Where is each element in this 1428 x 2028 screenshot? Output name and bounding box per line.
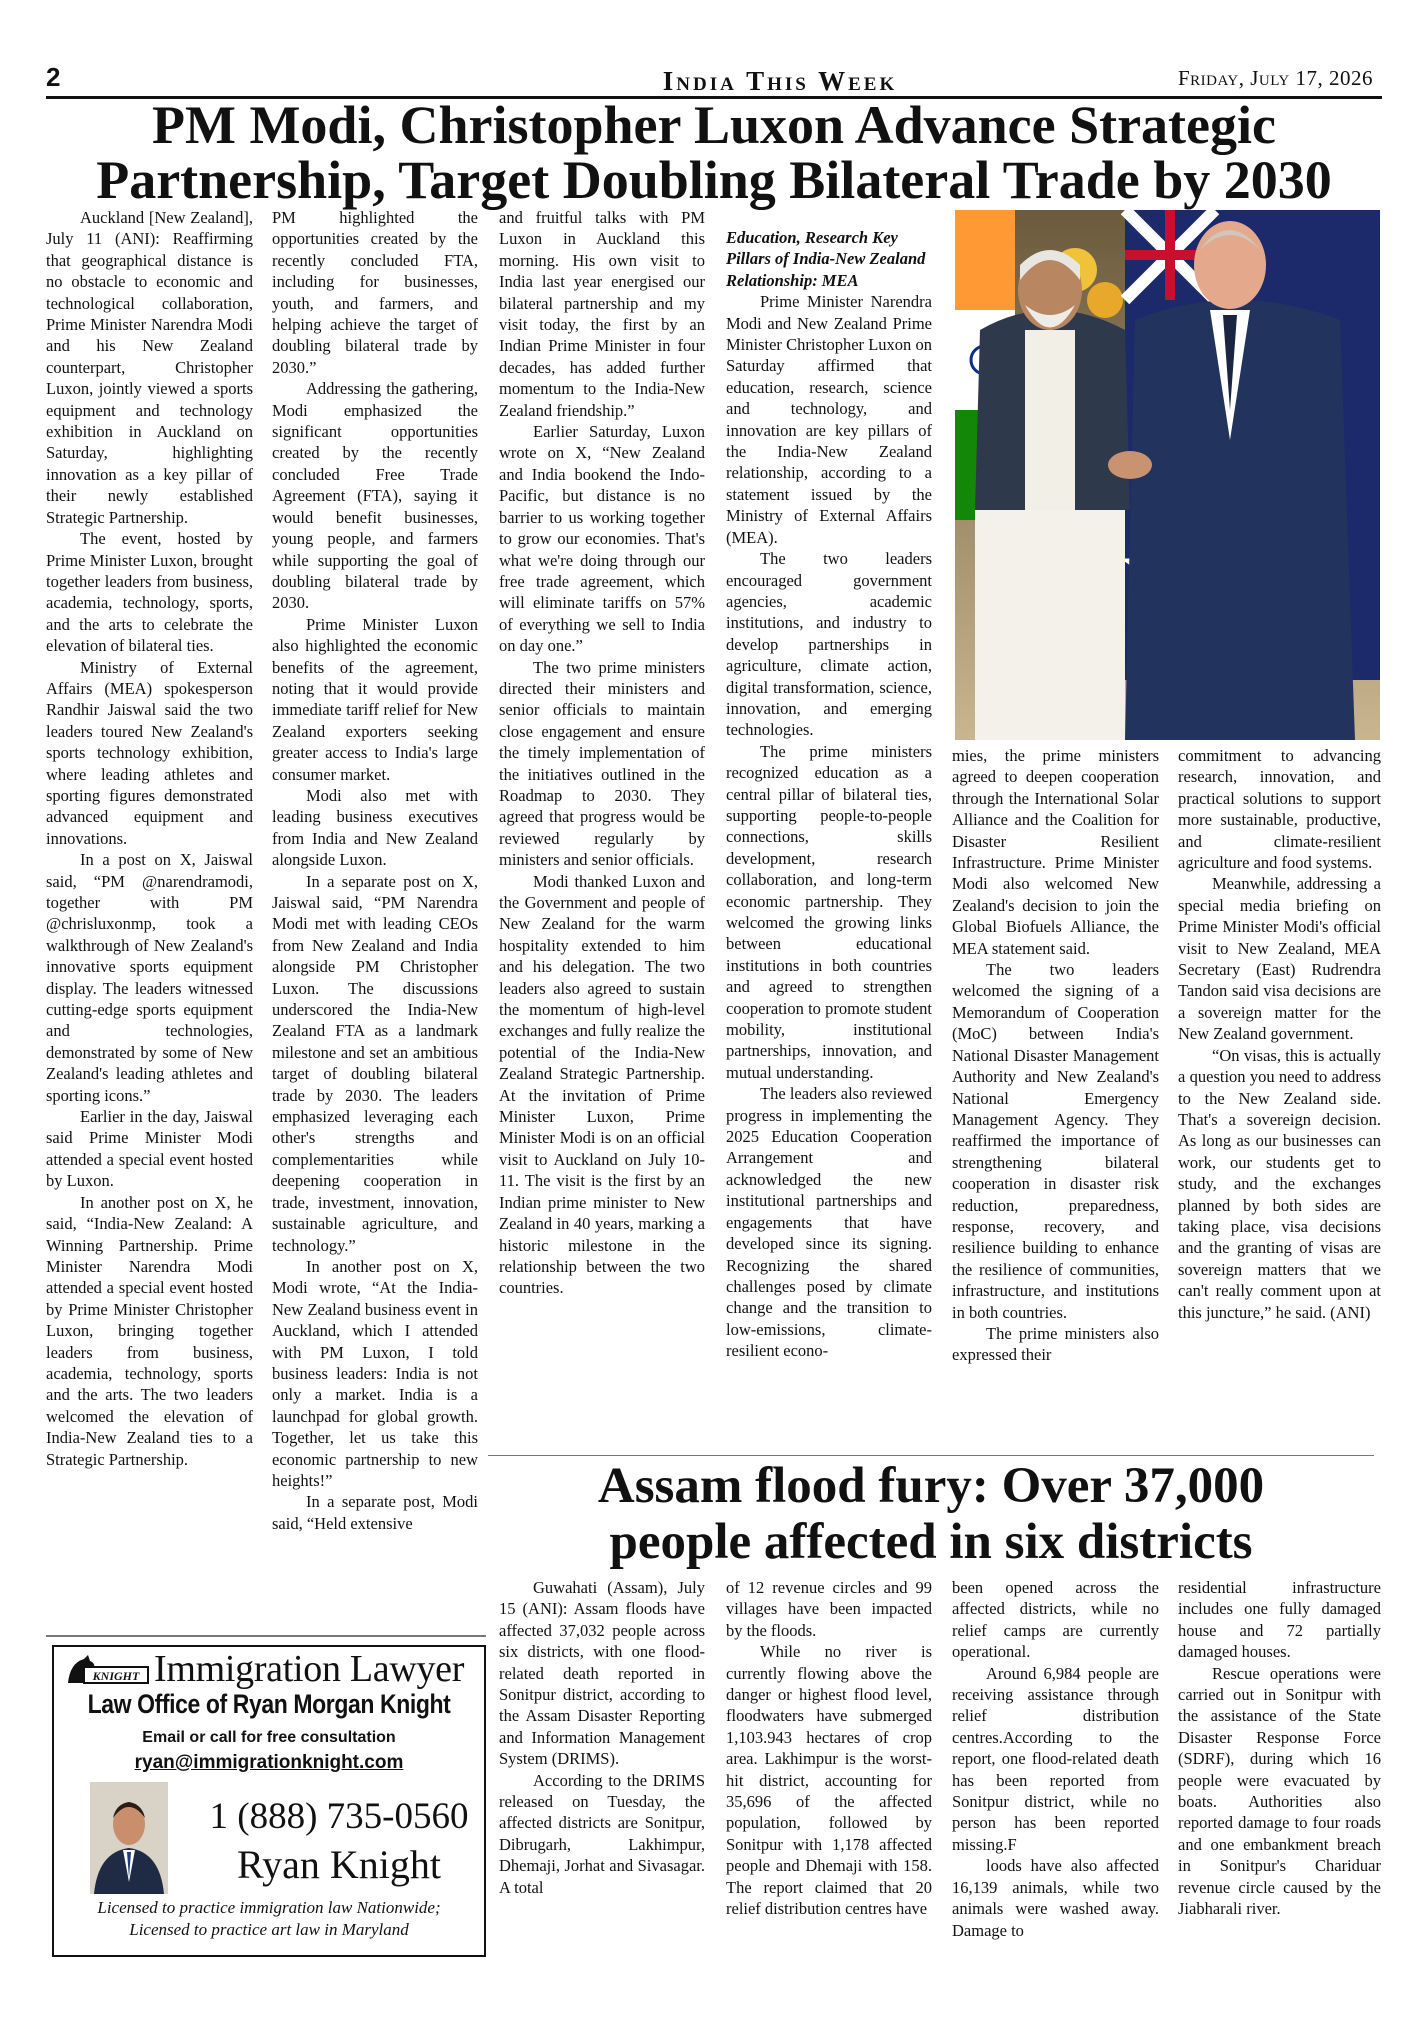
paragraph: Prime Minister Luxon also highlighted the economic benefits of the agreement, noting that it would provide immediate tariff relief for New Zealand exporters seeking greater access to India's large consumer market. — [272, 614, 478, 784]
portrait-image — [90, 1782, 168, 1894]
story2-column-4 — [1178, 1577, 1381, 1977]
leaders-handshake-photo — [955, 210, 1380, 740]
ad-call-to-action: Email or call for free consultation — [142, 1729, 396, 1746]
paragraph: and fruitful talks with PM Luxon in Auckland this morning. His own visit to India last year energised our bilateral partnership and my visit today, the first by an Indian Prime Minister in four decades, has added further momentum to the India-New Zealand friendship.” — [499, 208, 705, 420]
paragraph: been opened across the affected districts, while no relief camps are currently operational. — [952, 1578, 1159, 1662]
issue-date: Friday, July 17, 2026 — [1177, 66, 1373, 90]
story1-column-6 — [1178, 745, 1381, 1448]
handshake — [1108, 451, 1152, 479]
ad-firm-name: Law Office of Ryan Morgan Knight — [87, 1688, 451, 1719]
paragraph: Modi thanked Luxon and the Government and people of New Zealand for the warm hospitality extended to him and his delegation. The two leaders also agreed to sustain the momentum of high-level exchanges and fully realize the potential of the India-New Zealand Strategic Partnership. At the invitation of Prime Minister Luxon, Prime Minister Modi is on an official visit to Auckland on July 10-11. The visit is the first by an Indian prime minister to New Zealand in 40 years, marking a historic milestone in the relationship between the two countries. — [499, 871, 705, 1298]
story1-headline — [40, 95, 1388, 210]
paragraph: Ministry of External Affairs (MEA) spokesperson Randhir Jaiswal said the two leaders toured New Zealand's sports technology exhibition, where leading athletes and sporting figures demonstrated advanced equipment and innovations. — [46, 657, 253, 848]
story1-column-1 — [46, 207, 253, 1607]
paragraph: Earlier Saturday, Luxon wrote on X, “New Zealand and India bookend the Indo-Pacific, but distance is no barrier to us working together to grow our economies. That's what we're doing through our free trade agreement, which will eliminate tariffs on 57% of everything we sell to India on day one.” — [499, 422, 705, 656]
story1-headline-line2: Partnership, Target Doubling Bilateral Trade by 2030 — [96, 150, 1332, 210]
story1-column-4 — [726, 207, 932, 1447]
ad-phone-number[interactable]: 1 (888) 735-0560 — [209, 1796, 469, 1837]
paragraph: commitment to advancing research, innovation, and practical solutions to support more sustainable, productive, and climate-resilient agriculture and food systems. — [1178, 746, 1381, 873]
immigration-lawyer-ad[interactable] — [52, 1645, 486, 1957]
knight-logo — [62, 1653, 150, 1689]
lawyer-portrait — [90, 1782, 168, 1894]
paragraph: Addressing the gathering, Modi emphasized the significant opportunities created by the recently concluded Free Trade Agreement (FTA), saying it would benefit businesses, young people, and farmers while supporting the goal of doubling bilateral trade by 2030. — [272, 379, 478, 613]
section-subhead: Education, Research Key Pillars of India-New Zealand Relationship: MEA — [726, 228, 926, 290]
story1-column-3 — [499, 207, 705, 1447]
paragraph: In a separate post on X, Jaiswal said, “PM Narendra Modi met with leading CEOs from New Zealand and India alongside PM Christopher Luxon. The discussions underscored the India-New Zealand FTA as a landmark milestone and set an ambitious target of doubling bilateral trade by 2030. The leaders emphasized leveraging each other's strengths and complementarities while deepening cooperation in trade, investment, innovation, sustainable agriculture, and technology.” — [272, 871, 478, 1255]
ad-lawyer-name: Ryan Knight — [237, 1842, 441, 1887]
ad-footer-line2: Licensed to practice art law in Maryland — [129, 1920, 409, 1939]
paragraph: The prime ministers recognized education as a central pillar of bilateral ties, supporting people-to-people connections, skills development, research collaboration, and long-term economic partnership. They welcomed the growing links between educational institutions in both countries and agreed to strengthen cooperation to promote student mobility, institutional partnerships, innovation, and mutual understanding. — [726, 741, 932, 1082]
ad-licensing-note — [54, 1897, 484, 1941]
story2-headline-line1: Assam flood fury: Over 37,000 — [597, 1458, 1265, 1514]
person-left — [975, 250, 1130, 740]
paragraph: The two leaders encouraged government agencies, academic institutions, and industry to develop partnerships in agriculture, climate action, digital transformation, science, innovation, and emerging technologies. — [726, 549, 932, 740]
story2-column-1 — [499, 1577, 705, 1977]
story2-headline — [488, 1458, 1374, 1570]
paragraph: While no river is currently flowing above the danger or highest flood level, floodwaters have submerged 1,103.943 hectares of crop area. Lakhimpur is the worst-hit district, accounting for 35,696 of the affected population, followed by Sonitpur with 1,178 affected people and Dhemaji with 158. The report claimed that 20 relief distribution centres have — [726, 1642, 932, 1919]
paragraph: residential infrastructure includes one fully damaged house and 72 partially damaged houses. — [1178, 1578, 1381, 1662]
story2-headline-line2: people affected in six districts — [609, 1514, 1253, 1570]
paragraph: The two prime ministers directed their ministers and senior officials to maintain close engagement and ensure the timely implementation of the initiatives outlined in the Roadmap to 2030. They agreed that progress would be reviewed regularly by ministers and senior officials. — [499, 657, 705, 870]
story2-column-3 — [952, 1577, 1159, 1977]
paragraph: The two leaders welcomed the signing of a Memorandum of Cooperation (MoC) between India's National Disaster Management Authority and New Zealand's National Emergency Management Agency. They reaffirmed the importance of strengthening bilateral cooperation in disaster risk reduction, preparedness, response, recovery, and resilience building to enhance the resilience of communities, infrastructure, and institutions in both countries. — [952, 960, 1159, 1322]
ad-email-link[interactable]: ryan@immigrationknight.com — [134, 1752, 404, 1773]
handshake-image — [955, 210, 1380, 740]
story2-column-2 — [726, 1577, 932, 1977]
paragraph: In another post on X, Modi wrote, “At the India-New Zealand business event in Auckland, which I attended with PM Luxon, I told business leaders: India is not only a market. India is a launchpad for global growth. Together, let us take this economic partnership to new heights!” — [272, 1256, 478, 1490]
logo-text: KNIGHT — [92, 1669, 140, 1683]
paragraph: In a separate post, Modi said, “Held extensive — [272, 1492, 478, 1533]
section-divider — [488, 1455, 1374, 1456]
paragraph: Earlier in the day, Jaiswal said Prime Minister Modi attended a special event hosted by Luxon. — [46, 1107, 253, 1191]
paragraph: The event, hosted by Prime Minister Luxon, brought together leaders from business, academia, technology, sports, and the arts to celebrate the elevation of bilateral ties. — [46, 529, 253, 656]
ad-title: Immigration Lawyer — [154, 1648, 465, 1690]
paragraph: In another post on X, he said, “India-New Zealand: A Winning Partnership. Prime Minister Narendra Modi attended a special event hosted by Prime Minister Christopher Luxon, bringing together leaders from business, academia, technology, sports and the arts. The two leaders welcomed the elevation of India-New Zealand ties to a Strategic Partnership. — [46, 1192, 253, 1469]
ad-footer-line1: Licensed to practice immigration law Nationwide; — [97, 1898, 441, 1917]
paragraph: of 12 revenue circles and 99 villages have been impacted by the floods. — [726, 1578, 932, 1640]
paragraph: loods have also affected 16,139 animals, while two animals were washed away. Damage to — [952, 1856, 1159, 1940]
paragraph: mies, the prime ministers agreed to deepen cooperation through the International Solar Alliance and the Coalition for Disaster Resilient Infrastructure. Prime Minister Modi also welcomed New Zealand's decision to join the Global Biofuels Alliance, the MEA statement said. — [952, 746, 1159, 958]
paragraph: In a post on X, Jaiswal said, “PM @narendramodi, together with PM @chrisluxonmp, took a walkthrough of New Zealand's innovative sports equipment display. The leaders witnessed cutting-edge sports equipment and technologies, demonstrated by some of New Zealand's leading athletes and sporting icons.” — [46, 850, 253, 1105]
knight-horse-icon — [62, 1653, 150, 1689]
story1-headline-line1: PM Modi, Christopher Luxon Advance Strategic — [152, 95, 1276, 155]
paragraph: The prime ministers also expressed their — [952, 1323, 1159, 1365]
page-number: 2 — [46, 62, 61, 92]
paragraph: PM highlighted the opportunities created by the recently concluded FTA, including for businesses, youth, and farmers, and helping achieve the target of doubling bilateral trade by 2030.” — [272, 208, 478, 377]
story1-column-2 — [272, 207, 478, 1607]
paragraph: Rescue operations were carried out in Sonitpur with the assistance of the State Disaster Response Force (SDRF), during which 16 people were evacuated by boats. Authorities also reported damage to four roads and one embankment breach in Sonitpur's Chariduar revenue circle caused by the Jiabharali river. — [1178, 1663, 1381, 1919]
paragraph: Auckland [New Zealand], July 11 (ANI): Reaffirming that geographical distance is no obstacle to economic and technological collaboration, Prime Minister Narendra Modi and his New Zealand counterpart, Christopher Luxon, jointly viewed a sports equipment and technology exhibition in Auckland on Saturday, highlighting innovation as a key pillar of their newly established Strategic Partnership. — [46, 208, 253, 527]
paragraph: Guwahati (Assam), July 15 (ANI): Assam floods have affected 37,032 people across six districts, with one flood-related death reported in Sonitpur district, according to the Assam Disaster Reporting and Information Management System (DRIMS). — [499, 1578, 705, 1769]
paragraph: “On visas, this is actually a question you need to address to the New Zealand side. That's a sovereign decision. As long as our businesses can work, our students get to study, and the exchanges planned by both sides are taking place, visa decisions and the granting of visas are sovereign matters that we can't really comment upon at this juncture,” he said. (ANI) — [1178, 1045, 1381, 1322]
paragraph: Modi also met with leading business executives from India and New Zealand alongside Luxon. — [272, 785, 478, 870]
story1-column-5 — [952, 745, 1159, 1448]
paragraph: According to the DRIMS released on Tuesday, the affected districts are Sonitpur, Dibrugarh, Lakhimpur, Dhemaji, Jorhat and Sivasagar. A total — [499, 1770, 705, 1897]
paragraph: Meanwhile, addressing a special media briefing on Prime Minister Modi's official visit to New Zealand, MEA Secretary (East) Rudrendra Tandon said visa decisions are a sovereign matter for the New Zealand government. — [1178, 874, 1381, 1044]
paragraph: Around 6,984 people are receiving assistance through relief distribution centres.According to the report, one flood-related death has been reported from Sonitpur district, while no person has been reported missing.F — [952, 1663, 1159, 1854]
paragraph: The leaders also reviewed progress in implementing the 2025 Education Cooperation Arrangement and acknowledged the new institutional partnerships and engagements that have developed since its signing. Recognizing the shared challenges posed by climate change and the transition to low-emissions, climate-resilient econo- — [726, 1084, 932, 1361]
masthead: India This Week — [662, 66, 898, 96]
ad-divider — [46, 1635, 486, 1637]
paragraph: Prime Minister Narendra Modi and New Zealand Prime Minister Christopher Luxon on Saturday affirmed that education, research, science and technology, and innovation are key pillars of the India-New Zealand relationship, according to a statement issued by the Ministry of External Affairs (MEA). — [726, 292, 932, 547]
